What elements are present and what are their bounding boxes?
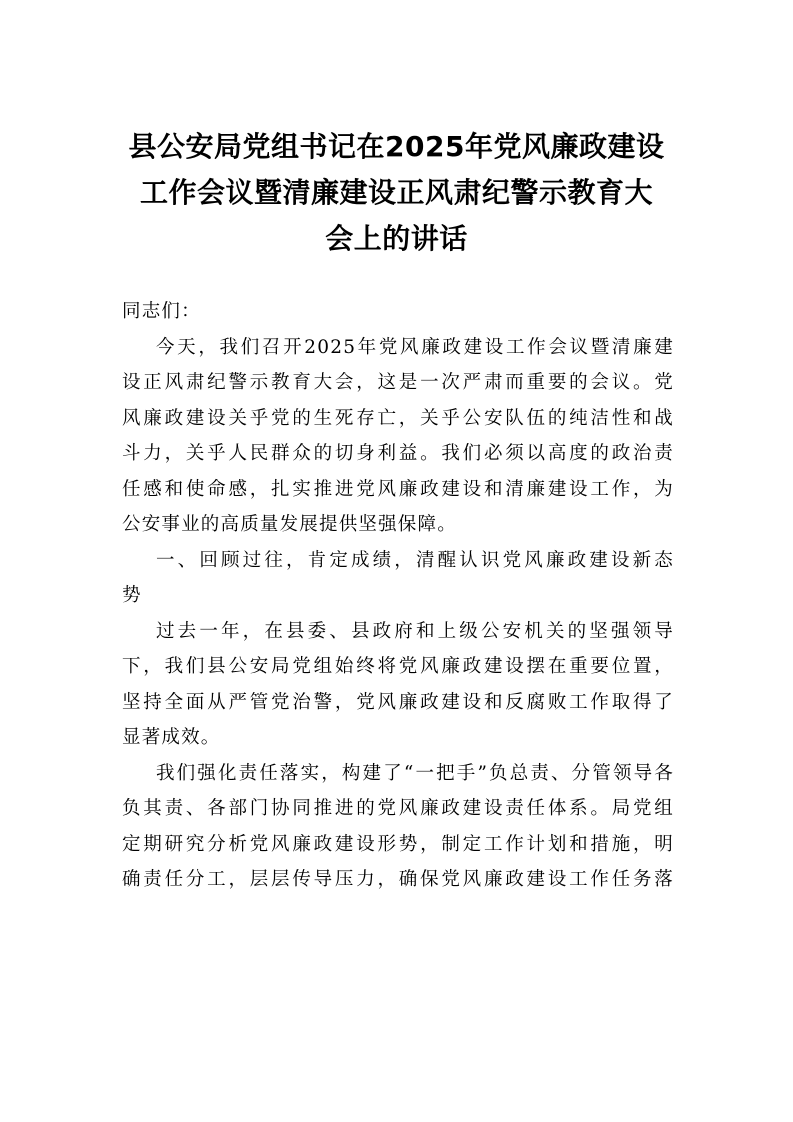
paragraph-line: 我们强化责任落实，构建了“一把手”负总责、分管领导各 [156, 762, 674, 784]
salutation: 同志们： [122, 301, 201, 322]
section-heading: 一、回顾过往，肯定成绩，清醒认识党风廉政建设新态 [156, 549, 674, 571]
title-line: 工作会议暨清廉建设正风肃纪警示教育大 [139, 176, 653, 209]
title-line: 县公安局党组书记在2025年党风廉政建设 [128, 130, 665, 163]
speech-body [122, 294, 674, 898]
paragraph-line: 风廉政建设关乎党的生死存亡，关乎公安队伍的纯洁性和战 [122, 407, 674, 429]
paragraph-line: 坚持全面从严管党治警，党风廉政建设和反腐败工作取得了 [122, 691, 674, 713]
section-heading: 势 [122, 585, 142, 606]
paragraph-line: 今天，我们召开2025年党风廉政建设工作会议暨清廉建 [156, 336, 674, 358]
paragraph-line: 下，我们县公安局党组始终将党风廉政建设摆在重要位置， [122, 656, 674, 677]
paragraph-line: 负其责、各部门协同推进的党风廉政建设责任体系。局党组 [122, 798, 674, 819]
paragraph-line: 任感和使命感，扎实推进党风廉政建设和清廉建设工作，为 [122, 478, 674, 500]
paragraph-line: 公安事业的高质量发展提供坚强保障。 [122, 514, 457, 535]
title-line: 会上的讲话 [325, 222, 468, 255]
paragraph-line: 定期研究分析党风廉政建设形势，制定工作计划和措施，明 [122, 833, 674, 855]
paragraph-line: 过去一年，在县委、县政府和上级公安机关的坚强领导 [156, 620, 674, 642]
paragraph-line: 斗力，关乎人民群众的切身利益。我们必须以高度的政治责 [122, 443, 674, 464]
paragraph-line: 设正风肃纪警示教育大会，这是一次严肃而重要的会议。党 [122, 372, 674, 393]
paragraph-line: 确责任分工，层层传导压力，确保党风廉政建设工作任务落 [122, 869, 674, 890]
document-title [120, 124, 673, 262]
paragraph-line: 显著成效。 [122, 727, 221, 748]
